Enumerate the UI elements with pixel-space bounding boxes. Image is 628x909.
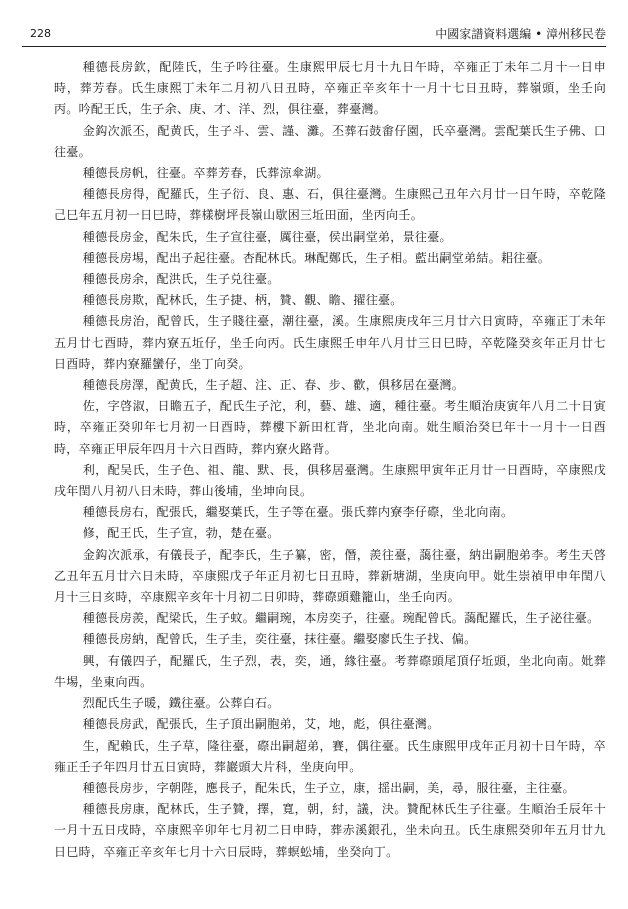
paragraph: 種德長房埸，配出子起往臺。杏配林氏。琳配鄭氏，生子相。藍出嗣堂弟結。耜往臺。	[82, 250, 551, 265]
paragraph: 種德長房金，配朱氏，生子宣往臺，厲往臺，侯出嗣堂弟，景往臺。	[82, 229, 452, 244]
page-header	[22, 0, 606, 47]
paragraph: 種德長房羨，配梁氏，生子蚊。繼嗣琬，本房奕子，往臺。琬配曾氏。藹配羅氏，生子泌往臺。	[82, 611, 600, 626]
paragraph: 種德長房欺，配林氏，生子捷、柄，贊、觀、瞻、擢往臺。	[82, 293, 403, 308]
paragraph: 烈配氏生子暖，鐵往臺。公葬白石。	[82, 696, 280, 711]
paragraph: 種德長房治，配曾氏，生子賤往臺，潮往臺，溪。生康熙庚戌年三月廿六日寅時，卒雍正丁未年五月廿七酉時，葬内寮五坵仔，坐壬向丙。氏生康熙壬申年八月廿三日巳時，卒乾隆癸亥年正月廿七日酉時，葬内寮羅蠻仔，坐丁向癸。	[54, 314, 606, 371]
paragraph: 利，配吴氏，生子色、祖、龍、默、長，俱移居臺灣。生康熙甲寅年正月廿一日酉時，卒康熙戊戌年閏八月初八日未時，葬山後埔，坐坤向艮。	[54, 462, 606, 499]
paragraph: 種德長房康，配林氏，生子贊，擇，寬，朝，紂，議，決。贊配林氏生子往臺。生順治壬辰年十一月十五日戌時，卒康熙辛卯年七月初二日申時，葬赤溪銀孔，坐未向丑。氏生康熙癸卯年五月廿九日巳時，卒雍正辛亥年七月十六日辰時，葬螟蚣埔，坐癸向丁。	[54, 802, 606, 859]
paragraph: 種德長房步，字朝陛，應長子，配朱氏，生子立，康，揺出嗣，美，尋，服往臺，主往臺。	[82, 780, 575, 795]
paragraph: 種德長房澤，配黄氏，生子超、注、正、春、步、歡，俱移居在臺灣。	[82, 378, 465, 393]
paragraph: 興，有儀四子，配羅氏，生子烈，表，奕，通，緣往臺。考葬磜頭尾頂仔坵頭，坐北向南。妣葬牛埸，坐東向西。	[54, 653, 606, 689]
page-number: 228	[30, 27, 51, 40]
paragraph: 種德長房得，配羅氏，生子衍、良、惠、石，俱往臺灣。生康熙己丑年六月廿一日午時，卒乾隆己巳年五月初一日巳時，葬樣樹坪長嶺山歇困三坵田面，坐丙向壬。	[54, 187, 606, 223]
page-body	[54, 57, 606, 863]
paragraph: 種德長房帆，往臺。卒葬芳春，氏葬涼傘湖。	[82, 166, 329, 181]
paragraph: 佐，字啓淑，日瞻五子，配氏生子沱，利，藝、雄、適，種往臺。考生順治庚寅年八月二十日寅時，卒雍正癸卯年七月初一日酉時，葬樓下新田杠背，坐北向南。妣生順治癸巳年十一月十一日酉時，卒雍正甲辰年四月十六日酉時，葬内寮火路背。	[54, 399, 606, 456]
paragraph: 種德長房欽，配陸氏，生子吟往臺。生康熙甲辰七月十九日午時，卒雍正丁未年二月十一日申時，葬芳春。氏生康熙丁未年二月初八日丑時，卒雍正辛亥年十一月十七日丑時，葬嶺頭，坐壬向丙。吟配王氏，生子余、庚、才、洋、烈，俱往臺，葬臺灣。	[54, 60, 606, 117]
paragraph: 生，配賴氏，生子草，隆往臺，磜出嗣超弟，賽，偶往臺。氏生康熙甲戌年正月初十日午時，卒雍正壬子年四月廿五日寅時，葬巖頭大片科，坐庚向甲。	[54, 738, 606, 774]
paragraph: 修，配王氏，生子宣，勃，楚在臺。	[82, 526, 280, 541]
paragraph: 金鈎次派丕，配黄氏，生子斗、雲、謹、灘。丕葬石鼓畬仔園，氏卒臺灣。雲配葉氏生子佛、口往臺。	[54, 123, 606, 159]
paragraph: 種德長房武，配張氏，生子頂出嗣胞弟，艾，地，彪，俱往臺灣。	[82, 717, 440, 732]
paragraph: 金鈎次派承，有儀長子，配李氏，生子纂，密，僭，羨往臺，藹往臺，納出嗣胞弟李。考生天啓乙丑年五月廿六日未時，卒康熙戊子年正月初七日丑時，葬新塘湖，坐庚向甲。妣生崇禎甲申年閏八月十三日亥時，卒康熙辛亥年十月初二日卯時，葬磜頭雞籠山，坐壬向丙。	[54, 547, 606, 605]
paragraph: 種德長房余，配洪氏，生子兑往臺。	[82, 272, 280, 287]
paragraph: 種德長房右，配張氏，繼娶葉氏，生子等在臺。張氏葬内寮李仔磜，坐北向南。	[82, 505, 514, 520]
running-title: 中國家譜資料選編 • 漳州移民卷	[435, 27, 606, 41]
paragraph: 種德長房納，配曾氏，生子圭，奕往臺，抹往臺。繼娶廖氏生子找、偏。	[82, 632, 477, 647]
